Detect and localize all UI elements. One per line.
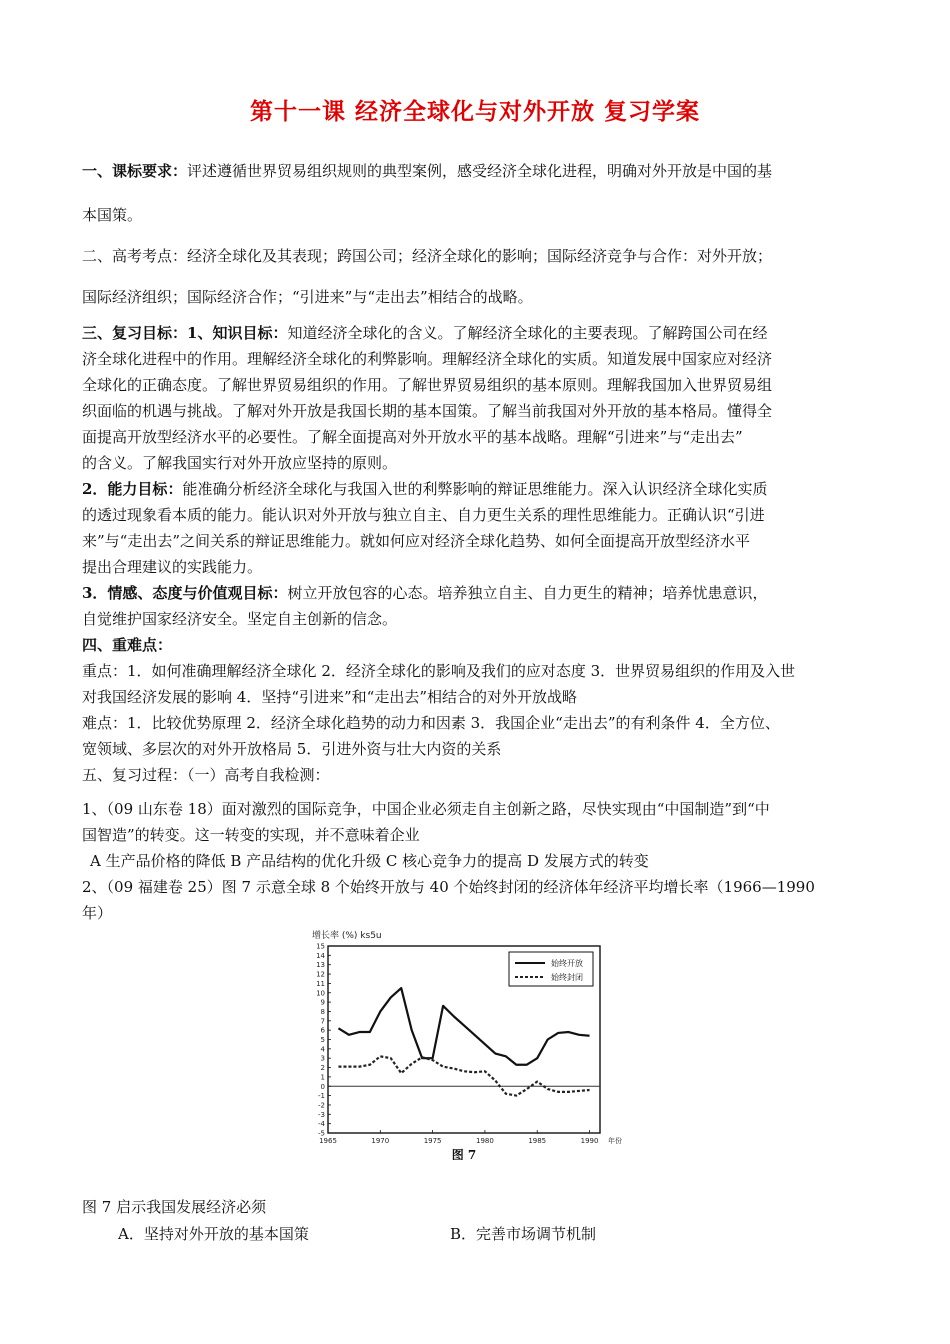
exam-points-heading: 二、高考考点：: [82, 247, 188, 265]
ability-line-2: 的透过现象看本质的能力。能认识对外开放与独立自主、自力更生关系的理性思维能力。正确认识“引进: [82, 506, 765, 524]
y-tick-label: 1: [320, 1073, 325, 1082]
x-tick-label: 1975: [423, 1137, 442, 1145]
x-tick-label: 1965: [319, 1137, 337, 1145]
y-tick-label: 10: [316, 989, 325, 998]
ability-line-3: 来”与“走出去”之间关系的辩证思维能力。就如何应对经济全球化趋势、如何全面提高开放型经济水平: [82, 532, 751, 550]
emotion-line-1: [82, 580, 882, 606]
series-line-open: [338, 988, 589, 1065]
y-tick-label: 2: [320, 1064, 325, 1073]
difficulties-line-2: 宽领域、多层次的对外开放格局 5．引进外资与壮大内资的关系: [82, 740, 502, 758]
y-tick-label: -3: [318, 1110, 325, 1119]
y-tick-label: 6: [320, 1026, 325, 1035]
goals-line-6: 的含义。了解我国实行对外开放应坚持的原则。: [82, 454, 398, 472]
y-tick-label: -4: [318, 1120, 325, 1129]
y-tick-label: 0: [320, 1082, 325, 1091]
y-axis-label: 增长率 (%) ks5u: [312, 931, 382, 941]
question-1-line-2: 国智造”的转变。这一转变的实现，并不意味着企业: [82, 826, 420, 844]
y-tick-label: -2: [318, 1101, 325, 1110]
figure-caption: 图 7: [451, 1148, 477, 1160]
ability-line-1: [82, 476, 882, 502]
question-1-line-1: 1、（09 山东卷 18）面对激烈的国际竞争，中国企业必须走自主创新之路，尽快实现由“中国制造”到“中: [82, 800, 770, 818]
y-tick-label: 8: [320, 1007, 325, 1016]
goals-line-5: 面提高开放型经济水平的必要性。了解全面提高对外开放水平的基本战略。理解“引进来”与“走出去”: [82, 428, 743, 446]
exam-points-text: 经济全球化及其表现；跨国公司；经济全球化的影响；国际经济竞争与合作：对外开放；: [187, 247, 773, 265]
x-tick-label: 1990: [580, 1137, 599, 1145]
emotion-text-1: 树立开放包容的心态。培养独立自主、自力更生的精神；培养忧患意识，: [287, 584, 768, 602]
emotion-line-2: 自觉维护国家经济安全。坚定自主创新的信念。: [82, 610, 398, 628]
review-process-heading: 五、复习过程：（一）高考自我检测：: [82, 766, 330, 784]
legend-label: 始终开放: [551, 959, 583, 968]
standards-line-1: [82, 158, 882, 184]
y-tick-label: 15: [316, 942, 325, 951]
y-tick-label: -1: [318, 1092, 325, 1101]
y-tick-label: 9: [320, 998, 325, 1007]
emotion-heading: 3．情感、态度与价值观目标：: [82, 584, 288, 602]
exam-points-line-2: 国际经济组织；国际经济合作；“引进来”与“走出去”相结合的战略。: [82, 288, 533, 306]
growth-rate-chart: [304, 920, 634, 1160]
option-b: B．完善市场调节机制: [450, 1225, 597, 1243]
standards-line-2: 本国策。: [82, 206, 143, 224]
series-line-closed: [338, 1056, 589, 1095]
x-tick-label: 1985: [528, 1137, 547, 1145]
ability-line-4: 提出合理建议的实践能力。: [82, 558, 263, 576]
question-1-options: A 生产品价格的降低 B 产品结构的优化升级 C 核心竞争力的提高 D 发展方式的转变: [90, 852, 649, 870]
exam-points-line-1: [82, 243, 882, 269]
difficulties-line-1: 难点：1．比较优势原理 2．经济全球化趋势的动力和因素 3．我国企业“走出去”的有利条件 4．全方位、: [82, 714, 780, 732]
goals-line-1: [82, 320, 882, 346]
key-points-line-2: 对我国经济发展的影响 4．坚持“引进来”和“走出去”相结合的对外开放战略: [82, 688, 577, 706]
question-2-stem: 图 7 启示我国发展经济必须: [82, 1198, 267, 1216]
key-points-line-1: 重点：1．如何准确理解经济全球化 2．经济全球化的影响及我们的应对态度 3．世界贸易组织的作用及入世: [82, 662, 796, 680]
goals-line-2: 济全球化进程中的作用。理解经济全球化的利弊影响。理解经济全球化的实质。知道发展中国家应对经济: [82, 350, 773, 368]
goals-line-3: 全球化的正确态度。了解世界贸易组织的作用。了解世界贸易组织的基本原则。理解我国加入世界贸易组: [82, 376, 773, 394]
y-tick-label: 5: [320, 1036, 325, 1044]
x-tick-label: 1970: [371, 1137, 390, 1145]
y-tick-label: 14: [316, 951, 325, 960]
question-2-line-1: 2、（09 福建卷 25）图 7 示意全球 8 个始终开放与 40 个始终封闭的经济体年经济平均增长率（1966—1990: [82, 878, 815, 896]
goals-text-1: 知道经济全球化的含义。了解经济全球化的主要表现。了解跨国公司在经: [287, 324, 768, 342]
ability-heading: 2．能力目标：: [82, 480, 183, 498]
y-tick-label: 13: [316, 961, 325, 970]
legend-label: 始终封闭: [551, 973, 583, 982]
y-tick-label: -5: [318, 1129, 325, 1138]
goals-heading: 三、复习目标：1、知识目标：: [82, 324, 288, 342]
question-2-line-2: 年）: [82, 904, 113, 922]
goals-line-4: 织面临的机遇与挑战。了解对外开放是我国长期的基本国策。了解当前我国对外开放的基本格局。懂得全: [82, 402, 773, 420]
x-axis-label: 年份: [608, 1137, 622, 1145]
y-tick-label: 7: [320, 1017, 325, 1026]
option-a: A．坚持对外开放的基本国策: [118, 1225, 309, 1243]
standards-text: 评述遵循世界贸易组织规则的典型案例，感受经济全球化进程，明确对外开放是中国的基: [187, 162, 773, 180]
ability-text-1: 能准确分析经济全球化与我国入世的利弊影响的辩证思维能力。深入认识经济全球化实质: [182, 480, 768, 498]
y-tick-label: 12: [316, 970, 325, 979]
page-title: 第十一课 经济全球化与对外开放 复习学案: [249, 98, 700, 125]
y-tick-label: 3: [320, 1054, 325, 1063]
y-tick-label: 4: [320, 1045, 325, 1054]
key-points-heading: 四、重难点：: [82, 636, 173, 654]
x-tick-label: 1980: [476, 1137, 494, 1145]
y-tick-label: 11: [316, 979, 325, 988]
standards-heading: 一、课标要求：: [82, 162, 188, 180]
